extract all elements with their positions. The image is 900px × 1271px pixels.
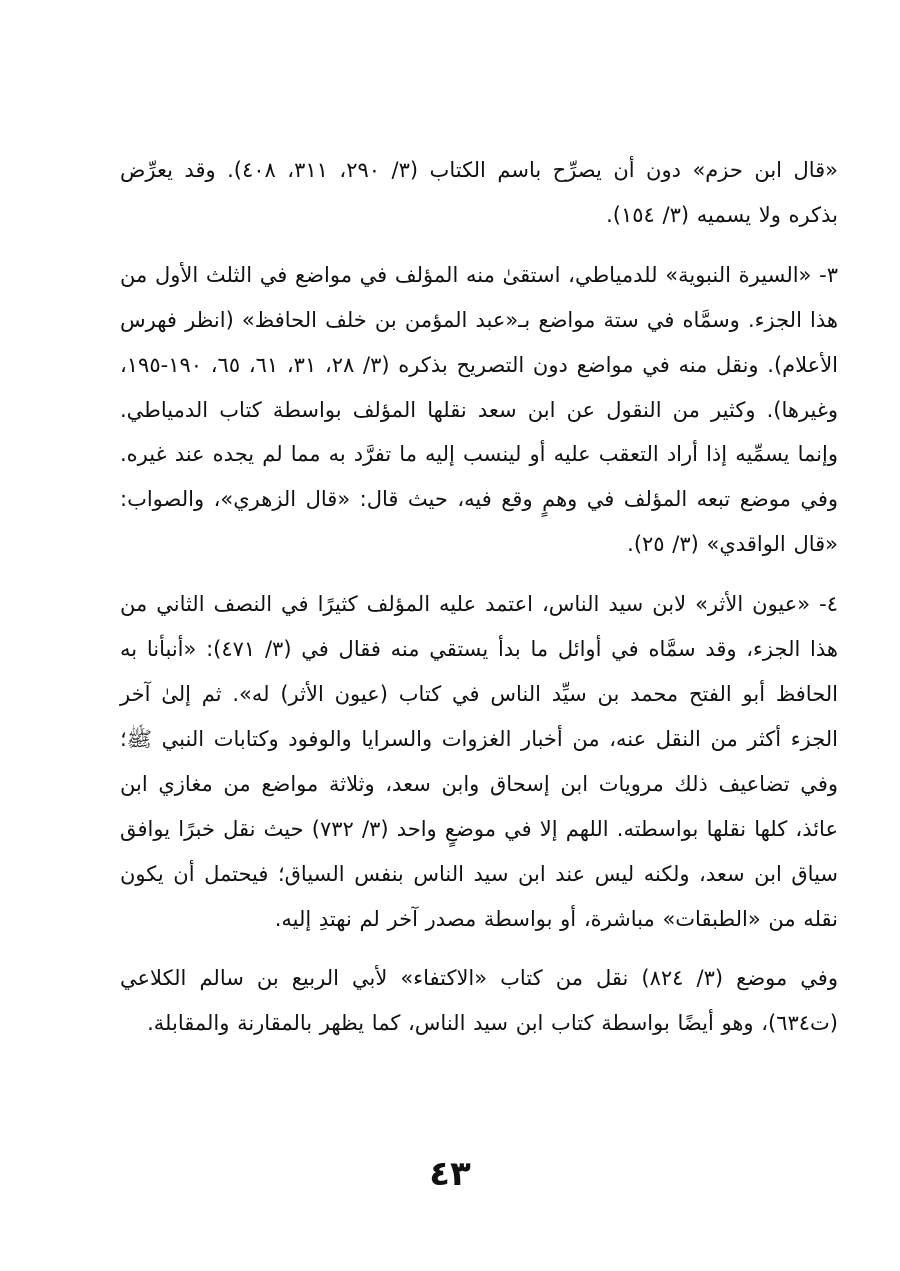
- paragraph-dimyati-sira: ٣- «السيرة النبوية» للدمياطي، استقىٰ منه المؤلف في مواضع في الثلث الأول من هذا الجزء. وسمَّاه في ستة مواضع بـ«عبد المؤمن بن خلف الحافظ» (انظر فهرس الأعلام). ونقل منه في مواضع دون التصريح بذكره (٣/ ٢٨، ٣١، ٦١، ٦٥، ١٩٠-١٩٥، وغيرها). وكثير من النقول عن ابن سعد نقلها المؤلف بواسطة كتاب الدمياطي. وإنما يسمِّيه إذا أراد التعقب عليه أو لينسب إليه ما تفرَّد به مما لم يجده عند غيره. وفي موضع تبعه المؤلف في وهمٍ وقع فيه، حيث قال: «قال الزهري»، والصواب: «قال الواقدي» (٣/ ٢٥).: [120, 262, 839, 557]
- page-number: ٤٣: [429, 1154, 471, 1194]
- paragraph-continuation-ibn-hazm: «قال ابن حزم» دون أن يصرِّح باسم الكتاب (٣/ ٢٩٠، ٣١١، ٤٠٨). وقد يعرِّض بذكره ولا يسميه (٣/ ١٥٤).: [120, 158, 839, 227]
- paragraph-uyun-al-athar: ٤- «عيون الأثر» لابن سيد الناس، اعتمد عليه المؤلف كثيرًا في النصف الثاني من هذا الجزء، وقد سمَّاه في أوائل ما بدأ يستقي منه فقال في (٣/ ٤٧١): «أنبأنا به الحافظ أبو الفتح محمد بن سيِّد الناس في كتاب (عيون الأثر) له». ثم إلىٰ آخر الجزء أكثر من النقل عنه، من أخبار الغزوات والسرايا والوفود وكتابات النبي ﷺ؛ وفي تضاعيف ذلك مرويات ابن إسحاق وابن سعد، وثلاثة مواضع من مغازي ابن عائذ، كلها نقلها بواسطته. اللهم إلا في موضعٍ واحد (٣/ ٧٣٢) حيث نقل خبرًا يوافق سياق ابن سعد، ولكنه ليس عند ابن سيد الناس بنفس السياق؛ فيحتمل أن يكون نقله من «الطبقات» مباشرة، أو بواسطة مصدر آخر لم نهتدِ إليه.: [120, 592, 838, 931]
- page-body: [120, 148, 838, 1061]
- paragraph-al-iktifa: وفي موضع (٣/ ٨٢٤) نقل من كتاب «الاكتفاء» لأبي الربيع بن سالم الكلاعي (ت٦٣٤)، وهو أيضًا بواسطة كتاب ابن سيد الناس، كما يظهر بالمقارنة والمقابلة.: [120, 966, 838, 1036]
